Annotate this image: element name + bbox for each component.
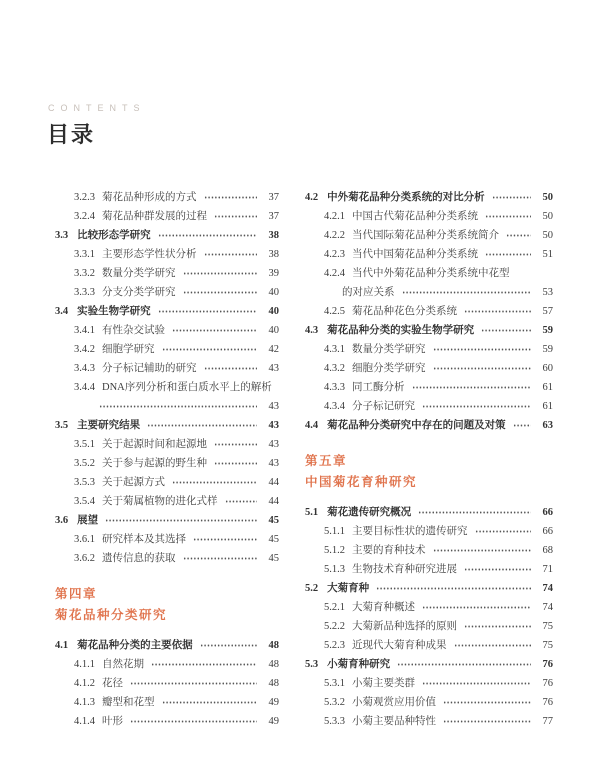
- toc-entry-row: [305, 541, 553, 560]
- dot-leader: [418, 508, 531, 517]
- toc-entry-row: [55, 416, 279, 435]
- toc-entry-row: [305, 636, 553, 655]
- entry-title: 关于起源时间和起源地: [102, 439, 207, 450]
- entry-title: 遗传信息的获取: [102, 553, 176, 564]
- entry-number: 4.2.3: [324, 249, 345, 260]
- entry-number: 4.1.3: [74, 697, 95, 708]
- entry-title: 主要研究结果: [77, 420, 141, 431]
- entry-number: 3.4.1: [74, 325, 95, 336]
- entry-title: 数量分类学研究: [102, 268, 176, 279]
- dot-leader: [485, 212, 531, 221]
- dot-leader: [376, 584, 531, 593]
- page-number: 49: [268, 697, 279, 708]
- entry-title: 细胞分类学研究: [352, 363, 426, 374]
- toc-entry-row: [55, 264, 279, 283]
- entry-number: 3.6.2: [74, 553, 95, 564]
- entry-number: 3.3.1: [74, 249, 95, 260]
- entry-number: 3.4.3: [74, 363, 95, 374]
- entry-number: 4.2.1: [324, 211, 345, 222]
- toc-entry-row: [305, 340, 553, 359]
- entry-title: 主要形态学性状分析: [102, 249, 197, 260]
- entry-number: 4.2.4: [324, 268, 345, 279]
- toc-entry-row: [305, 321, 553, 340]
- entry-title: 菊花遗传研究概况: [327, 507, 412, 518]
- entry-title: 大菊育种: [327, 583, 370, 594]
- entry-number: 4.1.1: [74, 659, 95, 670]
- dot-leader: [183, 269, 258, 278]
- page-number: 48: [268, 659, 279, 670]
- chapter-heading-line: 中国菊花育种研究: [305, 474, 418, 489]
- page-number: 51: [542, 249, 553, 260]
- entry-number: 5.3: [305, 659, 319, 670]
- dot-leader: [475, 527, 532, 536]
- entry-number: 3.3: [55, 230, 69, 241]
- page-number: 76: [542, 659, 553, 670]
- entry-title: 比较形态学研究: [77, 230, 151, 241]
- dot-leader: [172, 326, 257, 335]
- dot-leader: [464, 622, 531, 631]
- dot-leader: [214, 440, 257, 449]
- page-number: 59: [542, 344, 553, 355]
- toc-entry-row: [305, 522, 553, 541]
- page-number: 75: [542, 640, 553, 651]
- toc-entry-row: [55, 302, 279, 321]
- entry-number: 3.3.3: [74, 287, 95, 298]
- dot-leader: [443, 698, 531, 707]
- entry-title: 菊花品种分类的实验生物学研究: [327, 325, 475, 336]
- dot-leader: [172, 478, 257, 487]
- chapter-heading: [55, 583, 279, 625]
- entry-title: 分支分类学研究: [102, 287, 176, 298]
- toc-entry-row: [305, 579, 553, 598]
- entry-number: 3.3.2: [74, 268, 95, 279]
- page-title: 目录: [47, 123, 96, 148]
- toc-entry-row: [55, 530, 279, 549]
- page-number: 71: [542, 564, 553, 575]
- entry-title: 展望: [77, 515, 99, 526]
- entry-number: 5.1.1: [324, 526, 345, 537]
- page-number: 66: [542, 526, 553, 537]
- toc-entry-row: [305, 264, 553, 283]
- entry-title: 中国古代菊花品种分类系统: [352, 211, 478, 222]
- page-number: 43: [268, 458, 279, 469]
- entry-title: 大菊新品种选择的原则: [352, 621, 457, 632]
- entry-number: 3.5.4: [74, 496, 95, 507]
- page-number: 74: [542, 602, 553, 613]
- entry-number: 4.2: [305, 192, 319, 203]
- page-number: 75: [542, 621, 553, 632]
- toc-entry-row: [55, 435, 279, 454]
- entry-title: 实验生物学研究: [77, 306, 151, 317]
- toc-entry-overflow-row: [55, 397, 279, 416]
- toc-entry-row: [305, 598, 553, 617]
- entry-title: 关于参与起源的野生种: [102, 458, 207, 469]
- dot-leader: [513, 421, 531, 430]
- entry-number: 3.2.3: [74, 192, 95, 203]
- toc-entry-row: [55, 378, 279, 397]
- entry-title: 菊花品种花色分类系统: [352, 306, 457, 317]
- page-number: 37: [268, 211, 279, 222]
- toc-entry-row: [305, 655, 553, 674]
- dot-leader: [158, 307, 257, 316]
- entry-number: 4.3.4: [324, 401, 345, 412]
- dot-leader: [204, 250, 258, 259]
- dot-leader: [183, 554, 258, 563]
- entry-number: 5.1.3: [324, 564, 345, 575]
- toc-entry-row: [55, 340, 279, 359]
- entry-number: 4.3.3: [324, 382, 345, 393]
- dot-leader: [204, 364, 258, 373]
- dot-leader: [412, 383, 532, 392]
- dot-leader: [454, 641, 532, 650]
- toc-entry-row: [55, 492, 279, 511]
- dot-leader: [158, 231, 257, 240]
- entry-title: 主要目标性状的遗传研究: [352, 526, 468, 537]
- dot-leader: [225, 497, 258, 506]
- entry-title: 花径: [102, 678, 123, 689]
- entry-number: 4.3.1: [324, 344, 345, 355]
- dot-leader: [214, 212, 257, 221]
- entry-number: 5.2.2: [324, 621, 345, 632]
- entry-number: 4.3: [305, 325, 319, 336]
- dot-leader: [492, 193, 531, 202]
- entry-title: 小菊育种研究: [327, 659, 391, 670]
- entry-number: 4.1.4: [74, 716, 95, 727]
- page-number: 50: [542, 192, 553, 203]
- entry-title-continued: 的对应关系: [342, 287, 395, 298]
- toc-entry-row: [55, 245, 279, 264]
- toc-entry-row: [305, 416, 553, 435]
- toc-entry-row: [55, 226, 279, 245]
- entry-number: 5.3.3: [324, 716, 345, 727]
- toc-entry-row: [55, 655, 279, 674]
- toc-entry-row: [55, 549, 279, 568]
- entry-number: 4.1.2: [74, 678, 95, 689]
- entry-title: DNA序列分析和蛋白质水平上的解析: [102, 382, 272, 393]
- dot-leader: [99, 402, 257, 411]
- page-number: 57: [542, 306, 553, 317]
- entry-number: 5.3.2: [324, 697, 345, 708]
- toc-entry-row: [305, 674, 553, 693]
- entry-title: 分子标记辅助的研究: [102, 363, 197, 374]
- entry-number: 4.2.5: [324, 306, 345, 317]
- dot-leader: [422, 603, 531, 612]
- entry-number: 5.3.1: [324, 678, 345, 689]
- page-number: 40: [268, 306, 279, 317]
- entry-title: 关于菊属植物的进化式样: [102, 496, 218, 507]
- toc-entry-row: [305, 207, 553, 226]
- page-number: 50: [542, 230, 553, 241]
- page-number: 40: [268, 325, 279, 336]
- page-number: 43: [268, 420, 279, 431]
- entry-title: 菊花品种分类研究中存在的问题及对策: [327, 420, 506, 431]
- page-number: 39: [268, 268, 279, 279]
- entry-number: 5.1: [305, 507, 319, 518]
- entry-number: 3.6: [55, 515, 69, 526]
- entry-title: 小菊主要类群: [352, 678, 415, 689]
- page-number: 66: [542, 507, 553, 518]
- dot-leader: [162, 345, 258, 354]
- entry-title: 当代国际菊花品种分类系统简介: [352, 230, 499, 241]
- entry-title: 叶形: [102, 716, 123, 727]
- dot-leader: [151, 660, 257, 669]
- page-number: 45: [268, 553, 279, 564]
- dot-leader: [464, 565, 531, 574]
- page-number: 61: [542, 382, 553, 393]
- entry-title: 小菊观赏应用价值: [352, 697, 436, 708]
- dot-leader: [130, 679, 257, 688]
- toc-entry-row: [305, 188, 553, 207]
- page-number: 38: [268, 230, 279, 241]
- entry-title: 瓣型和花型: [102, 697, 155, 708]
- dot-leader: [422, 679, 531, 688]
- toc-entry-row: [305, 503, 553, 522]
- entry-title: 小菊主要品种特性: [352, 716, 436, 727]
- dot-leader: [433, 345, 532, 354]
- entry-number: 5.2: [305, 583, 319, 594]
- toc-entry-row: [55, 511, 279, 530]
- dot-leader: [481, 326, 531, 335]
- dot-leader: [214, 459, 257, 468]
- entry-number: 3.4.2: [74, 344, 95, 355]
- page-number: 48: [268, 678, 279, 689]
- page-number: 49: [268, 716, 279, 727]
- toc-entry-row: [305, 302, 553, 321]
- chapter-heading: [305, 450, 553, 492]
- dot-leader: [397, 660, 531, 669]
- page-number: 43: [268, 401, 279, 412]
- toc-entry-row: [305, 378, 553, 397]
- entry-number: 4.3.2: [324, 363, 345, 374]
- entry-number: 4.2.2: [324, 230, 345, 241]
- entry-number: 5.2.1: [324, 602, 345, 613]
- toc-entry-row: [55, 454, 279, 473]
- entry-title: 主要的育种技术: [352, 545, 426, 556]
- page-number: 76: [542, 678, 553, 689]
- dot-leader: [485, 250, 531, 259]
- entry-title: 自然花期: [102, 659, 144, 670]
- dot-leader: [402, 288, 532, 297]
- entry-title: 大菊育种概述: [352, 602, 415, 613]
- page-number: 45: [268, 534, 279, 545]
- entry-title: 菊花品种群发展的过程: [102, 211, 207, 222]
- page-number: 44: [268, 477, 279, 488]
- page-number: 60: [542, 363, 553, 374]
- entry-title: 菊花品种分类的主要依据: [77, 640, 193, 651]
- dot-leader: [204, 193, 258, 202]
- dot-leader: [443, 717, 531, 726]
- page-number: 53: [542, 287, 553, 298]
- page-number: 76: [542, 697, 553, 708]
- chapter-heading-line: 第五章: [305, 453, 348, 468]
- toc-entry-row: [305, 397, 553, 416]
- toc-column-left: [55, 188, 279, 731]
- page-number: 37: [268, 192, 279, 203]
- dot-leader: [147, 421, 257, 430]
- page-number: 44: [268, 496, 279, 507]
- toc-entry-row: [55, 693, 279, 712]
- page-number: 63: [542, 420, 553, 431]
- toc-entry-row: [55, 321, 279, 340]
- entry-number: 3.4.4: [74, 382, 95, 393]
- page-number: 42: [268, 344, 279, 355]
- entry-number: 3.5.3: [74, 477, 95, 488]
- dot-leader: [130, 717, 257, 726]
- entry-number: 3.5.2: [74, 458, 95, 469]
- toc-entry-row: [55, 283, 279, 302]
- entry-title: 当代中外菊花品种分类系统中花型: [352, 268, 510, 279]
- entry-title: 同工酶分析: [352, 382, 405, 393]
- dot-leader: [506, 231, 531, 240]
- toc-entry-row: [55, 473, 279, 492]
- toc-entry-continuation-row: [305, 283, 553, 302]
- entry-number: 5.2.3: [324, 640, 345, 651]
- entry-title: 有性杂交试验: [102, 325, 165, 336]
- entry-title: 关于起源方式: [102, 477, 165, 488]
- toc-entry-row: [305, 693, 553, 712]
- dot-leader: [200, 641, 257, 650]
- toc-entry-row: [305, 560, 553, 579]
- dot-leader: [183, 288, 258, 297]
- dot-leader: [433, 546, 532, 555]
- dot-leader: [464, 307, 531, 316]
- toc-entry-row: [305, 359, 553, 378]
- toc-entry-row: [55, 188, 279, 207]
- entry-number: 4.4: [305, 420, 319, 431]
- chapter-heading-line: 第四章: [55, 586, 98, 601]
- toc-entry-row: [305, 712, 553, 731]
- toc-entry-row: [55, 636, 279, 655]
- dot-leader: [422, 402, 531, 411]
- dot-leader: [162, 698, 258, 707]
- page-number: 48: [268, 640, 279, 651]
- dot-leader: [193, 535, 257, 544]
- entry-number: 4.1: [55, 640, 69, 651]
- toc-entry-row: [55, 712, 279, 731]
- contents-eyebrow: CONTENTS: [48, 103, 146, 113]
- page-number: 50: [542, 211, 553, 222]
- dot-leader: [433, 364, 532, 373]
- page-number: 38: [268, 249, 279, 260]
- page-number: 40: [268, 287, 279, 298]
- page-number: 59: [542, 325, 553, 336]
- entry-number: 3.5.1: [74, 439, 95, 450]
- entry-title: 研究样本及其选择: [102, 534, 186, 545]
- entry-number: 3.2.4: [74, 211, 95, 222]
- entry-number: 3.5: [55, 420, 69, 431]
- page-number: 77: [542, 716, 553, 727]
- entry-number: 3.4: [55, 306, 69, 317]
- entry-title: 数量分类学研究: [352, 344, 426, 355]
- page-number: 43: [268, 439, 279, 450]
- page-number: 45: [268, 515, 279, 526]
- toc-entry-row: [55, 674, 279, 693]
- chapter-heading-line: 菊花品种分类研究: [55, 607, 168, 622]
- entry-title: 当代中国菊花品种分类系统: [352, 249, 478, 260]
- toc-columns: [55, 188, 553, 731]
- page-number: 43: [268, 363, 279, 374]
- toc-entry-row: [305, 617, 553, 636]
- toc-entry-row: [55, 359, 279, 378]
- entry-title: 生物技术育种研究进展: [352, 564, 457, 575]
- toc-entry-row: [305, 226, 553, 245]
- entry-title: 分子标记研究: [352, 401, 415, 412]
- entry-title: 近现代大菊育种成果: [352, 640, 447, 651]
- entry-number: 3.6.1: [74, 534, 95, 545]
- entry-number: 5.1.2: [324, 545, 345, 556]
- entry-title: 细胞学研究: [102, 344, 155, 355]
- dot-leader: [105, 516, 257, 525]
- toc-column-right: [305, 188, 553, 731]
- entry-title: 中外菊花品种分类系统的对比分析: [327, 192, 485, 203]
- toc-entry-row: [55, 207, 279, 226]
- page-number: 61: [542, 401, 553, 412]
- toc-entry-row: [305, 245, 553, 264]
- page-number: 74: [542, 583, 553, 594]
- page-number: 68: [542, 545, 553, 556]
- entry-title: 菊花品种形成的方式: [102, 192, 197, 203]
